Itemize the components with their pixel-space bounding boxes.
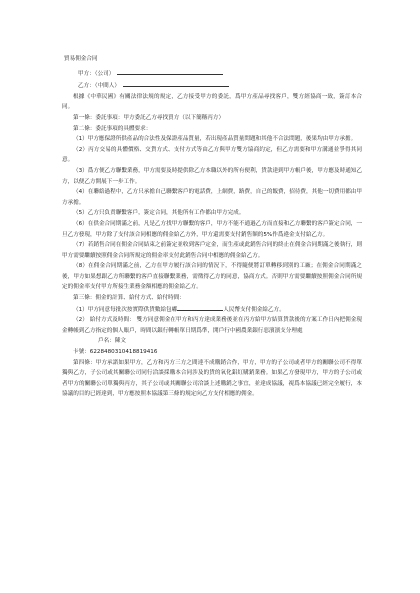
article-3-item-1 — [62, 304, 362, 316]
article-2-item-6: （6）在供金合同期滿之前，凡是乙方找甲方聯繫的客戶，甲方不能不通過乙方而直接和乙方聯繫的客戶簽定合同，一旦乙方發現，甲方除了支付該合同相應的佣金給乙方外，甲方還需要支付銷售額的5%作爲違金支付給乙方。 — [62, 220, 362, 238]
article-3-heading: 第三條：佣金的計算、給付方式、給付時間： — [73, 295, 185, 302]
commission-amount-blank — [177, 304, 223, 311]
party-b-blank — [123, 79, 229, 87]
account-name: 戶名：陳文 — [98, 338, 126, 345]
article-2-item-2: （2）丙方交易的具體價格、交貨方式、支付方式等由乙方與甲方雙方協商約定，但乙方需要和甲方溝通並爭得其同意。 — [62, 146, 362, 164]
article-1: 第一條：委託事項：甲方委託乙方尋找買方（以下簡稱丙方） — [73, 114, 225, 121]
commission-rate-suffix: 人民幣支付佣金給乙方。 — [223, 306, 285, 313]
article-2-item-8: （8）在佣金合同期滿之前，乙方在甲方履行該合同的情況下，不得隨便將訂單轉移到別的工廠；在佣金合同期滿之後，甲方如果想跟乙方所聯繫的客戶直接聯繫業務，需徵得乙方的同意，協商方式。否則甲方需要繼續按照佣金合同所規定的佣金率支付甲方所接生業務金額相應的佣金給乙方。 — [62, 263, 362, 291]
article-2-item-7: （7）若銷售合同在佣金合同結束之前簽定並收到客戶定金，而生產或此銷售合同的終止在佣金合同期滿之後執行，則甲方需要繼續按照佣金合同所規定的佣金率支付此銷售合同中相應的佣金給乙方。 — [62, 242, 362, 259]
article-2-item-3: （3）爲方便乙方聯繫業務，甲方需要及時提供除乙方本職以外的所有便利，貨款達到甲方帳戶後，甲方應及時通知乙方，以便乙方開展下一步工作。 — [62, 167, 362, 185]
article-2-item-5: （5）乙方只負責聯繫客戶，簽定合同，其他所有工作都由甲方完成。 — [73, 210, 245, 217]
article-4: 第四條：甲方承諾如果甲方，乙方和丙方三方之間達不成購銷合作，甲方，甲方的子公司或者甲方的關聯公司不得單獨與乙方，子公司或其關聯公司同行洽談採購本合同涉及的貨的氧化鋁紅購銷業務。如果乙方發現甲方，甲方的子公司或者甲方的關聯公司單獨與丙方，其子公司或其關聯公司洽談上述購銷之事宜，並達成協議，視爲本協議已經完全履行，本協議的目的已經達到，甲方應按照本協議第三條的規定向乙方支付相應的佣金。 — [62, 359, 362, 398]
card-number: 卡號：6228480310418819416 — [73, 349, 158, 356]
article-3-item-2: （2） 給付方式及時間： 雙方同意佣金在甲方和丙方達成業務後並在丙方給甲方結算貨款後的方案工作日內把佣金現金轉帳到乙方指定的個人賬戶，時間以銀行轉帳單日期爲準，開戶行中國農業銀行惡濱濱支分理處 — [62, 317, 362, 334]
party-a-blank — [117, 67, 223, 75]
article-2-heading: 第二條：委託事項的具體要求： — [73, 125, 152, 132]
intro-paragraph: 根據《中華民國》有關法律法規的規定，乙方接受甲方的委託，爲甲方產品尋找客戶，雙方經協商一致，簽訂本合同。 — [62, 93, 362, 111]
party-b-label: 乙方：（中間人） — [78, 83, 120, 90]
article-2-item-4: （4）在聯絡過程中，乙方只承擔自己聯繫客戶的電話費，上網費，路費，自己的飯費，招待費，其他一切費用都由甲方承擔。 — [62, 189, 362, 206]
party-a-line — [78, 67, 362, 80]
party-b-line — [78, 79, 362, 92]
document-title: 貿易佣金合同 — [64, 56, 98, 62]
commission-rate-text: （1）甲方同意每批次按實際供貨數給包嘟 — [73, 306, 178, 313]
article-2-item-1: （1）甲方應保證所供產品的合法性及保證產品質量，若出現產品質量問題和其他不合法問題，後果均由甲方承擔。 — [73, 136, 357, 143]
party-a-label: 甲方：（公司） — [78, 70, 115, 77]
